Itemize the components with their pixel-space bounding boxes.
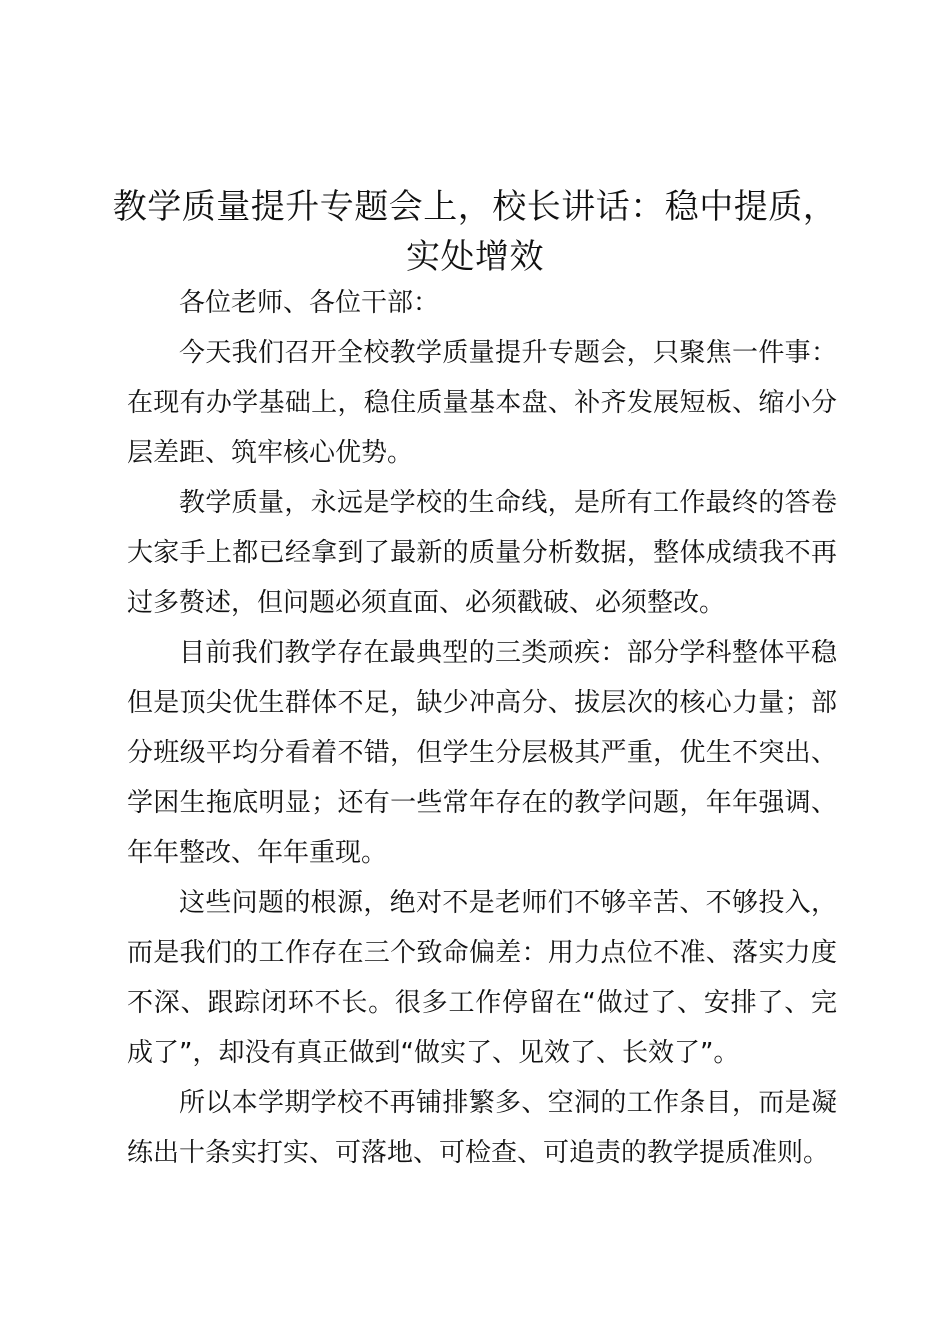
document-body bbox=[127, 278, 837, 1178]
document-title-line-1: 教学质量提升专题会上，校长讲话：稳中提质， bbox=[112, 187, 838, 227]
body-paragraph: 所以本学期学校不再铺排繁多、空洞的工作条目，而是凝练出十条实打实、可落地、可检查、可追责的教学提质准则。 bbox=[127, 1088, 837, 1168]
body-paragraph: 今天我们召开全校教学质量提升专题会，只聚焦一件事：在现有办学基础上，稳住质量基本盘、补齐发展短板、缩小分层差距、筑牢核心优势。 bbox=[127, 338, 837, 468]
body-paragraph: 目前我们教学存在最典型的三类顽疾：部分学科整体平稳但是顶尖优生群体不足，缺少冲高分、拔层次的核心力量；部分班级平均分看着不错，但学生分层极其严重，优生不突出、学困生拖底明显；还有一些常年存在的教学问题，年年强调、年年整改、年年重现。 bbox=[127, 638, 837, 868]
document-title-line-2: 实处增效 bbox=[406, 237, 544, 277]
salutation-paragraph: 各位老师、各位干部： bbox=[179, 288, 440, 318]
body-paragraph: 这些问题的根源，绝对不是老师们不够辛苦、不够投入，而是我们的工作存在三个致命偏差：用力点位不准、落实力度不深、跟踪闭环不长。很多工作停留在“做过了、安排了、完成了”，却没有真正做到“做实了、见效了、长效了”。 bbox=[127, 888, 837, 1068]
body-paragraph: 教学质量，永远是学校的生命线，是所有工作最终的答卷大家手上都已经拿到了最新的质量分析数据，整体成绩我不再过多赘述，但问题必须直面、必须戳破、必须整改。 bbox=[127, 488, 837, 618]
